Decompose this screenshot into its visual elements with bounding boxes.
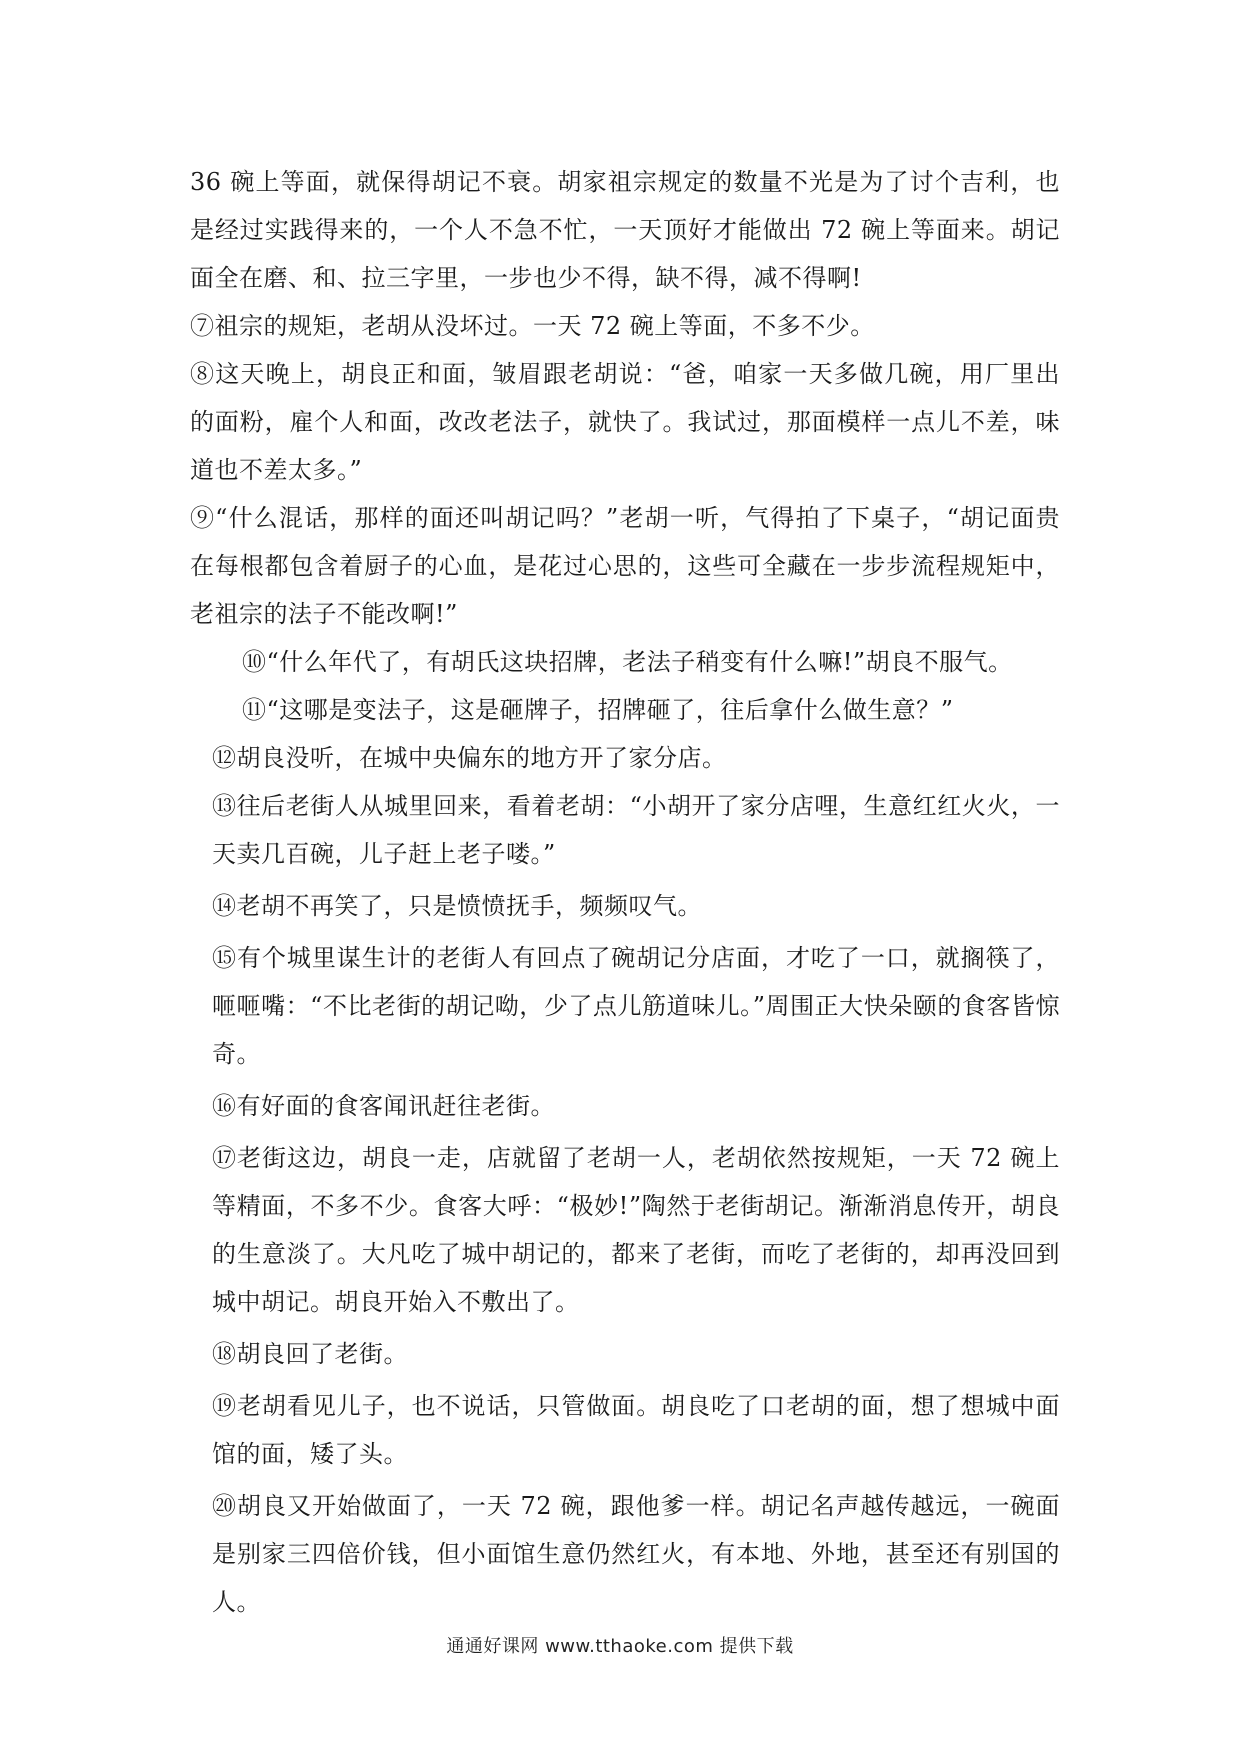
paragraph-7: ⑦祖宗的规矩，老胡从没坏过。一天 72 碗上等面，不多不少。 xyxy=(190,312,875,340)
paragraph-19: ⑲老胡看见儿子，也不说话，只管做面。胡良吃了口老胡的面，想了想城中面馆的面，矮了头。 xyxy=(212,1392,1060,1468)
paragraph-6-continued: 36 碗上等面，就保得胡记不衰。胡家祖宗规定的数量不光是为了讨个吉利，也是经过实践得来的，一个人不急不忙，一天顶好才能做出 72 碗上等面来。胡记面全在磨、和、拉三字里，一步也少不得，缺不得，减不得啊! xyxy=(190,168,1060,292)
paragraph-20: ⑳胡良又开始做面了，一天 72 碗，跟他爹一样。胡记名声越传越远，一碗面是别家三四倍价钱，但小面馆生意仍然红火，有本地、外地，甚至还有别国的人。 xyxy=(212,1492,1060,1616)
paragraph-13: ⑬往后老街人从城里回来，看着老胡：“小胡开了家分店哩，生意红红火火，一天卖几百碗，儿子赶上老子喽。” xyxy=(212,792,1060,868)
paragraph-12: ⑫胡良没听，在城中央偏东的地方开了家分店。 xyxy=(212,744,727,772)
paragraph-16: ⑯有好面的食客闻讯赶往老街。 xyxy=(212,1092,555,1120)
page-footer: 通通好课网 www.tthaoke.com 提供下载 xyxy=(446,1636,794,1657)
story-text xyxy=(190,158,1060,1626)
paragraph-15: ⑮有个城里谋生计的老街人有回点了碗胡记分店面，才吃了一口，就搁筷了，咂咂嘴：“不比老街的胡记呦，少了点儿筋道味儿。”周围正大快朵颐的食客皆惊奇。 xyxy=(212,944,1060,1068)
paragraph-9: ⑨“什么混话，那样的面还叫胡记吗？”老胡一听，气得拍了下桌子，“胡记面贵在每根都包含着厨子的心血，是花过心思的，这些可全藏在一步步流程规矩中，老祖宗的法子不能改啊!” xyxy=(190,504,1060,628)
paragraph-17: ⑰老街这边，胡良一走，店就留了老胡一人，老胡依然按规矩，一天 72 碗上等精面，不多不少。食客大呼：“极妙!”陶然于老街胡记。渐渐消息传开，胡良的生意淡了。大凡吃了城中胡记的，都来了老街，而吃了老街的，却再没回到城中胡记。胡良开始入不敷出了。 xyxy=(212,1144,1060,1316)
paragraph-8: ⑧这天晚上，胡良正和面，皱眉跟老胡说：“爸，咱家一天多做几碗，用厂里出的面粉，雇个人和面，改改老法子，就快了。我试过，那面模样一点儿不差，味道也不差太多。” xyxy=(190,360,1060,484)
paragraph-14: ⑭老胡不再笑了，只是愤愤抚手，频频叹气。 xyxy=(212,892,702,920)
paragraph-11: ⑪“这哪是变法子，这是砸牌子，招牌砸了，往后拿什么做生意？” xyxy=(242,696,954,724)
paragraph-10: ⑩“什么年代了，有胡氏这块招牌，老法子稍变有什么嘛!”胡良不服气。 xyxy=(242,648,1013,676)
paragraph-18: ⑱胡良回了老街。 xyxy=(212,1340,408,1368)
